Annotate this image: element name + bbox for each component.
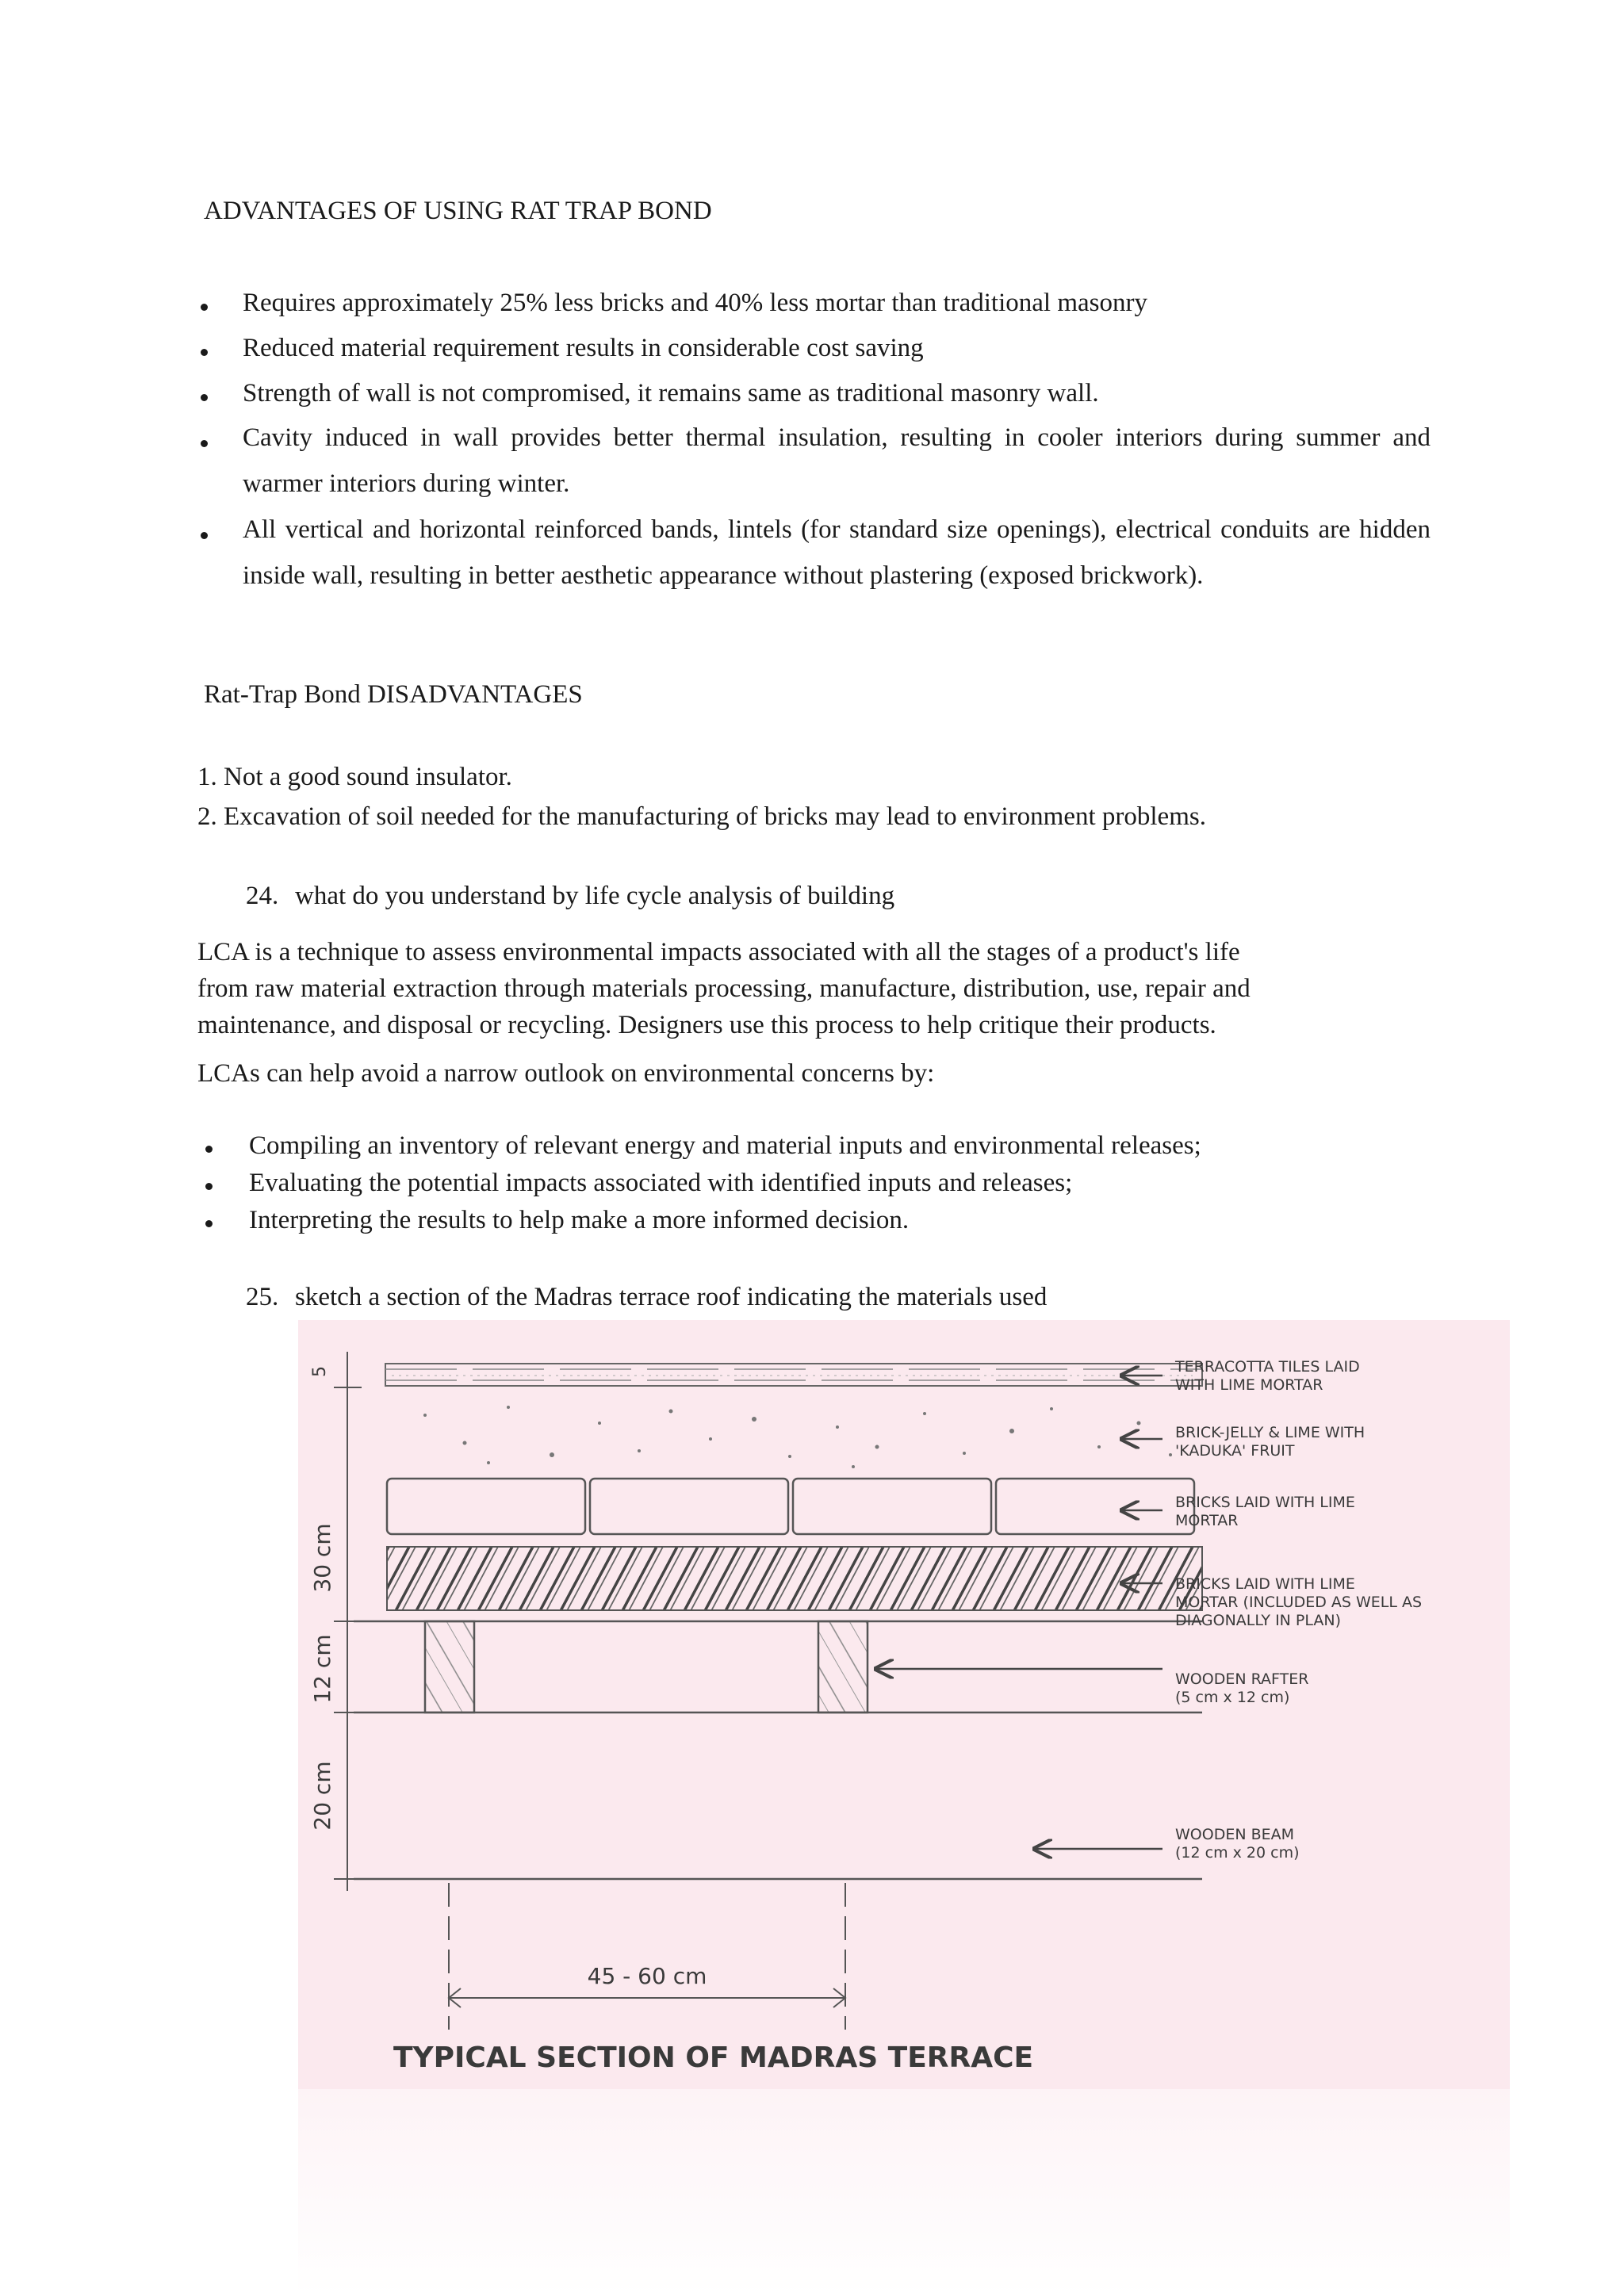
terracotta-tiles-layer xyxy=(385,1364,1202,1386)
brick-jelly-layer xyxy=(423,1406,1172,1468)
brick-course-layer xyxy=(387,1479,1194,1534)
advantages-heading: ADVANTAGES OF USING RAT TRAP BOND xyxy=(204,197,712,225)
label-bricks-2: MORTAR xyxy=(1175,1512,1239,1529)
bullet-icon xyxy=(205,1220,213,1227)
label-jelly-2: 'KADUKA' FRUIT xyxy=(1175,1442,1295,1460)
list-item: All vertical and horizontal reinforced bands, lintels (for standard size openings), electrical conduits are hidden inside wall, resulting in better aesthetic appearance without plastering (exposed brickwork). xyxy=(243,515,1431,590)
bullet-icon xyxy=(201,349,208,356)
question-text: what do you understand by life cycle analysis of building xyxy=(295,882,895,910)
dim-mid: 30 cm xyxy=(309,1523,335,1593)
label-rafter-1: WOODEN RAFTER xyxy=(1175,1670,1309,1688)
list-item: Compiling an inventory of relevant energy and material inputs and environmental releases; xyxy=(249,1131,1201,1160)
madras-terrace-diagram xyxy=(298,1320,1510,2089)
list-item: Requires approximately 25% less bricks and 40% less mortar than traditional masonry xyxy=(243,289,1147,317)
list-item: Interpreting the results to help make a more informed decision. xyxy=(249,1206,910,1234)
span-label: 45 - 60 cm xyxy=(587,1963,707,1989)
list-item: Cavity induced in wall provides better thermal insulation, resulting in cooler interiors during summer and warmer interiors during winter. xyxy=(243,423,1431,498)
span-dimension xyxy=(449,1883,845,2030)
bullet-icon xyxy=(201,532,208,539)
bullet-icon xyxy=(201,394,208,401)
label-arrows xyxy=(877,1376,1162,1849)
label-rafter-2: (5 cm x 12 cm) xyxy=(1175,1689,1290,1706)
list-item: 2. Excavation of soil needed for the manufacturing of bricks may lead to environment problems. xyxy=(197,802,1206,831)
list-item: Evaluating the potential impacts associated with identified inputs and releases; xyxy=(249,1169,1073,1197)
bullet-icon xyxy=(201,440,208,447)
question-number: 24. xyxy=(246,882,279,910)
list-item: Reduced material requirement results in considerable cost saving xyxy=(243,334,924,362)
question-text: sketch a section of the Madras terrace roof indicating the materials used xyxy=(295,1283,1048,1311)
lca-paragraph-line: from raw material extraction through materials processing, manufacture, distribution, use, repair and xyxy=(197,974,1251,1003)
wooden-rafters xyxy=(354,1621,1202,1712)
label-tiles-2: WITH LIME MORTAR xyxy=(1175,1376,1323,1394)
lca-paragraph-line: LCA is a technique to assess environmental impacts associated with all the stages of a product's life xyxy=(197,938,1240,966)
diagram-title: TYPICAL SECTION OF MADRAS TERRACE xyxy=(393,2042,1034,2074)
dim-beam: 20 cm xyxy=(309,1761,335,1831)
dim-rafter: 12 cm xyxy=(309,1634,335,1704)
label-jelly-1: BRICK-JELLY & LIME WITH xyxy=(1175,1424,1365,1441)
label-tiles-1: TERRACOTTA TILES LAID xyxy=(1175,1358,1360,1376)
diagonal-bricks-layer xyxy=(387,1547,1202,1610)
bullet-icon xyxy=(205,1146,213,1153)
list-item: Strength of wall is not compromised, it remains same as traditional masonry wall. xyxy=(243,379,1099,408)
label-diag-3: DIAGONALLY IN PLAN) xyxy=(1175,1612,1342,1629)
disadvantages-heading: Rat-Trap Bond DISADVANTAGES xyxy=(204,680,583,709)
label-bricks-1: BRICKS LAID WITH LIME xyxy=(1175,1494,1355,1511)
list-item: 1. Not a good sound insulator. xyxy=(197,763,512,791)
figure-fade xyxy=(298,2089,1510,2296)
bullet-icon xyxy=(205,1183,213,1190)
label-diag-2: MORTAR (INCLUDED AS WELL AS xyxy=(1175,1594,1423,1611)
material-labels xyxy=(1174,1358,1422,1862)
question-number: 25. xyxy=(246,1283,279,1311)
label-diag-1: BRICKS LAID WITH LIME xyxy=(1175,1575,1355,1593)
lca-paragraph-line: maintenance, and disposal or recycling. Designers use this process to help critique their products. xyxy=(197,1011,1216,1039)
label-beam-2: (12 cm x 20 cm) xyxy=(1175,1844,1300,1862)
vertical-dimension xyxy=(334,1352,362,1891)
lca-intro: LCAs can help avoid a narrow outlook on environmental concerns by: xyxy=(197,1059,935,1088)
label-beam-1: WOODEN BEAM xyxy=(1175,1826,1295,1843)
dim-top: 5 xyxy=(310,1366,330,1377)
bullet-icon xyxy=(201,304,208,311)
